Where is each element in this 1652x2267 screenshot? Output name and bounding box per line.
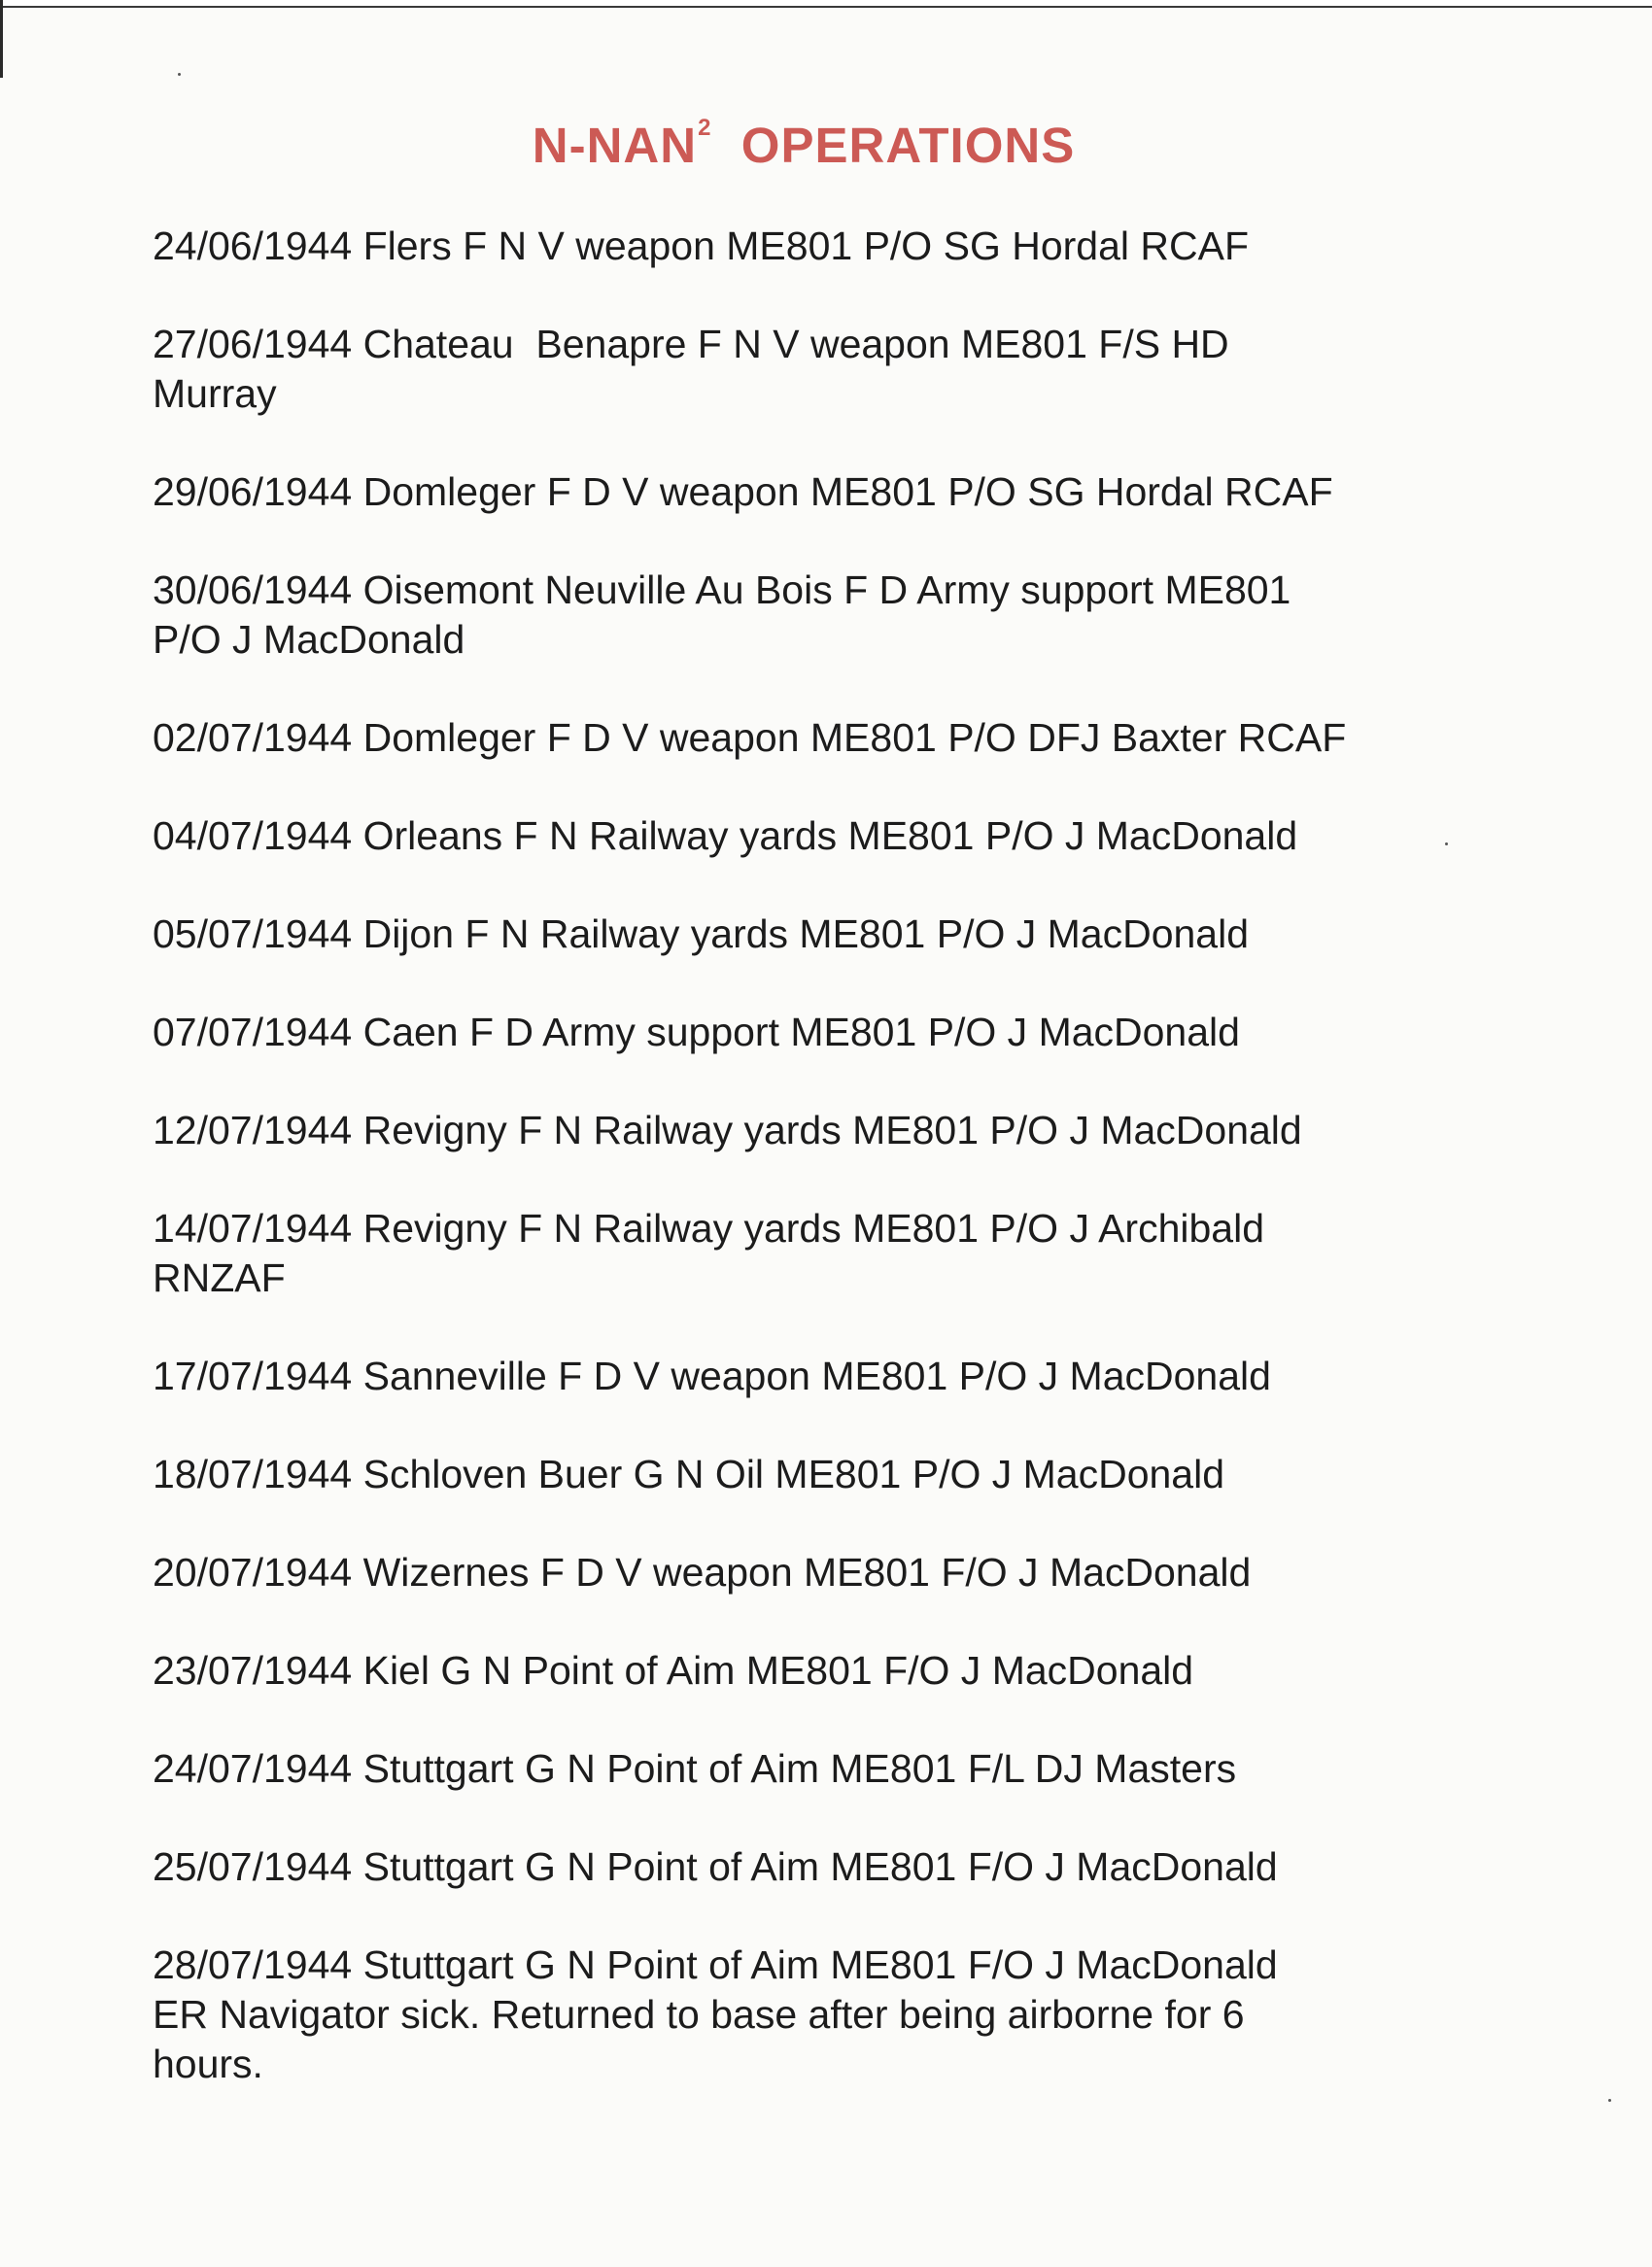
operation-entry: 24/06/1944 Flers F N V weapon ME801 P/O SG Hordal RCAF [153,223,1250,268]
operation-entry: 02/07/1944 Domleger F D V weapon ME801 P/O DFJ Baxter RCAF [153,715,1347,760]
operation-entry: 14/07/1944 Revigny F N Railway yards ME801 P/O J Archibald RNZAF [153,1206,1264,1300]
operation-entry: 24/07/1944 Stuttgart G N Point of Aim ME801 F/L DJ Masters [153,1746,1237,1791]
operation-entry: 18/07/1944 Schloven Buer G N Oil ME801 P/O J MacDonald [153,1452,1225,1496]
operation-entry: 05/07/1944 Dijon F N Railway yards ME801 P/O J MacDonald [153,911,1250,956]
scan-speck [1608,2099,1611,2102]
scan-top-edge [0,0,1652,14]
operation-entry: 04/07/1944 Orleans F N Railway yards ME801 P/O J MacDonald [153,813,1298,858]
operation-entry: 07/07/1944 Caen F D Army support ME801 P/O J MacDonald [153,1010,1240,1054]
title-rest: OPERATIONS [740,118,1076,173]
operation-entry: 29/06/1944 Domleger F D V weapon ME801 P/O SG Hordal RCAF [153,469,1333,514]
page-title [0,115,1607,174]
scan-speck [178,73,181,76]
scan-left-edge [0,0,3,78]
title-superscript: 2 [698,115,712,141]
operation-entry: 30/06/1944 Oisemont Neuville Au Bois F D Army support ME801 P/O J MacDonald [153,567,1291,662]
title-main: N-NAN [532,118,698,173]
operation-entry: 23/07/1944 Kiel G N Point of Aim ME801 F/O J MacDonald [153,1648,1194,1693]
operation-entry: 28/07/1944 Stuttgart G N Point of Aim ME801 F/O J MacDonald ER Navigator sick. Returned to base after being airborne for 6 hours. [153,1942,1278,2086]
operation-entry: 17/07/1944 Sanneville F D V weapon ME801 P/O J MacDonald [153,1354,1271,1398]
operation-entry: 20/07/1944 Wizernes F D V weapon ME801 F/O J MacDonald [153,1550,1252,1595]
operation-entry: 12/07/1944 Revigny F N Railway yards ME801 P/O J MacDonald [153,1108,1302,1152]
operation-entry: 27/06/1944 Chateau Benapre F N V weapon ME801 F/S HD Murray [153,322,1229,416]
operations-list [153,222,1460,2138]
operation-entry: 25/07/1944 Stuttgart G N Point of Aim ME801 F/O J MacDonald [153,1844,1278,1889]
